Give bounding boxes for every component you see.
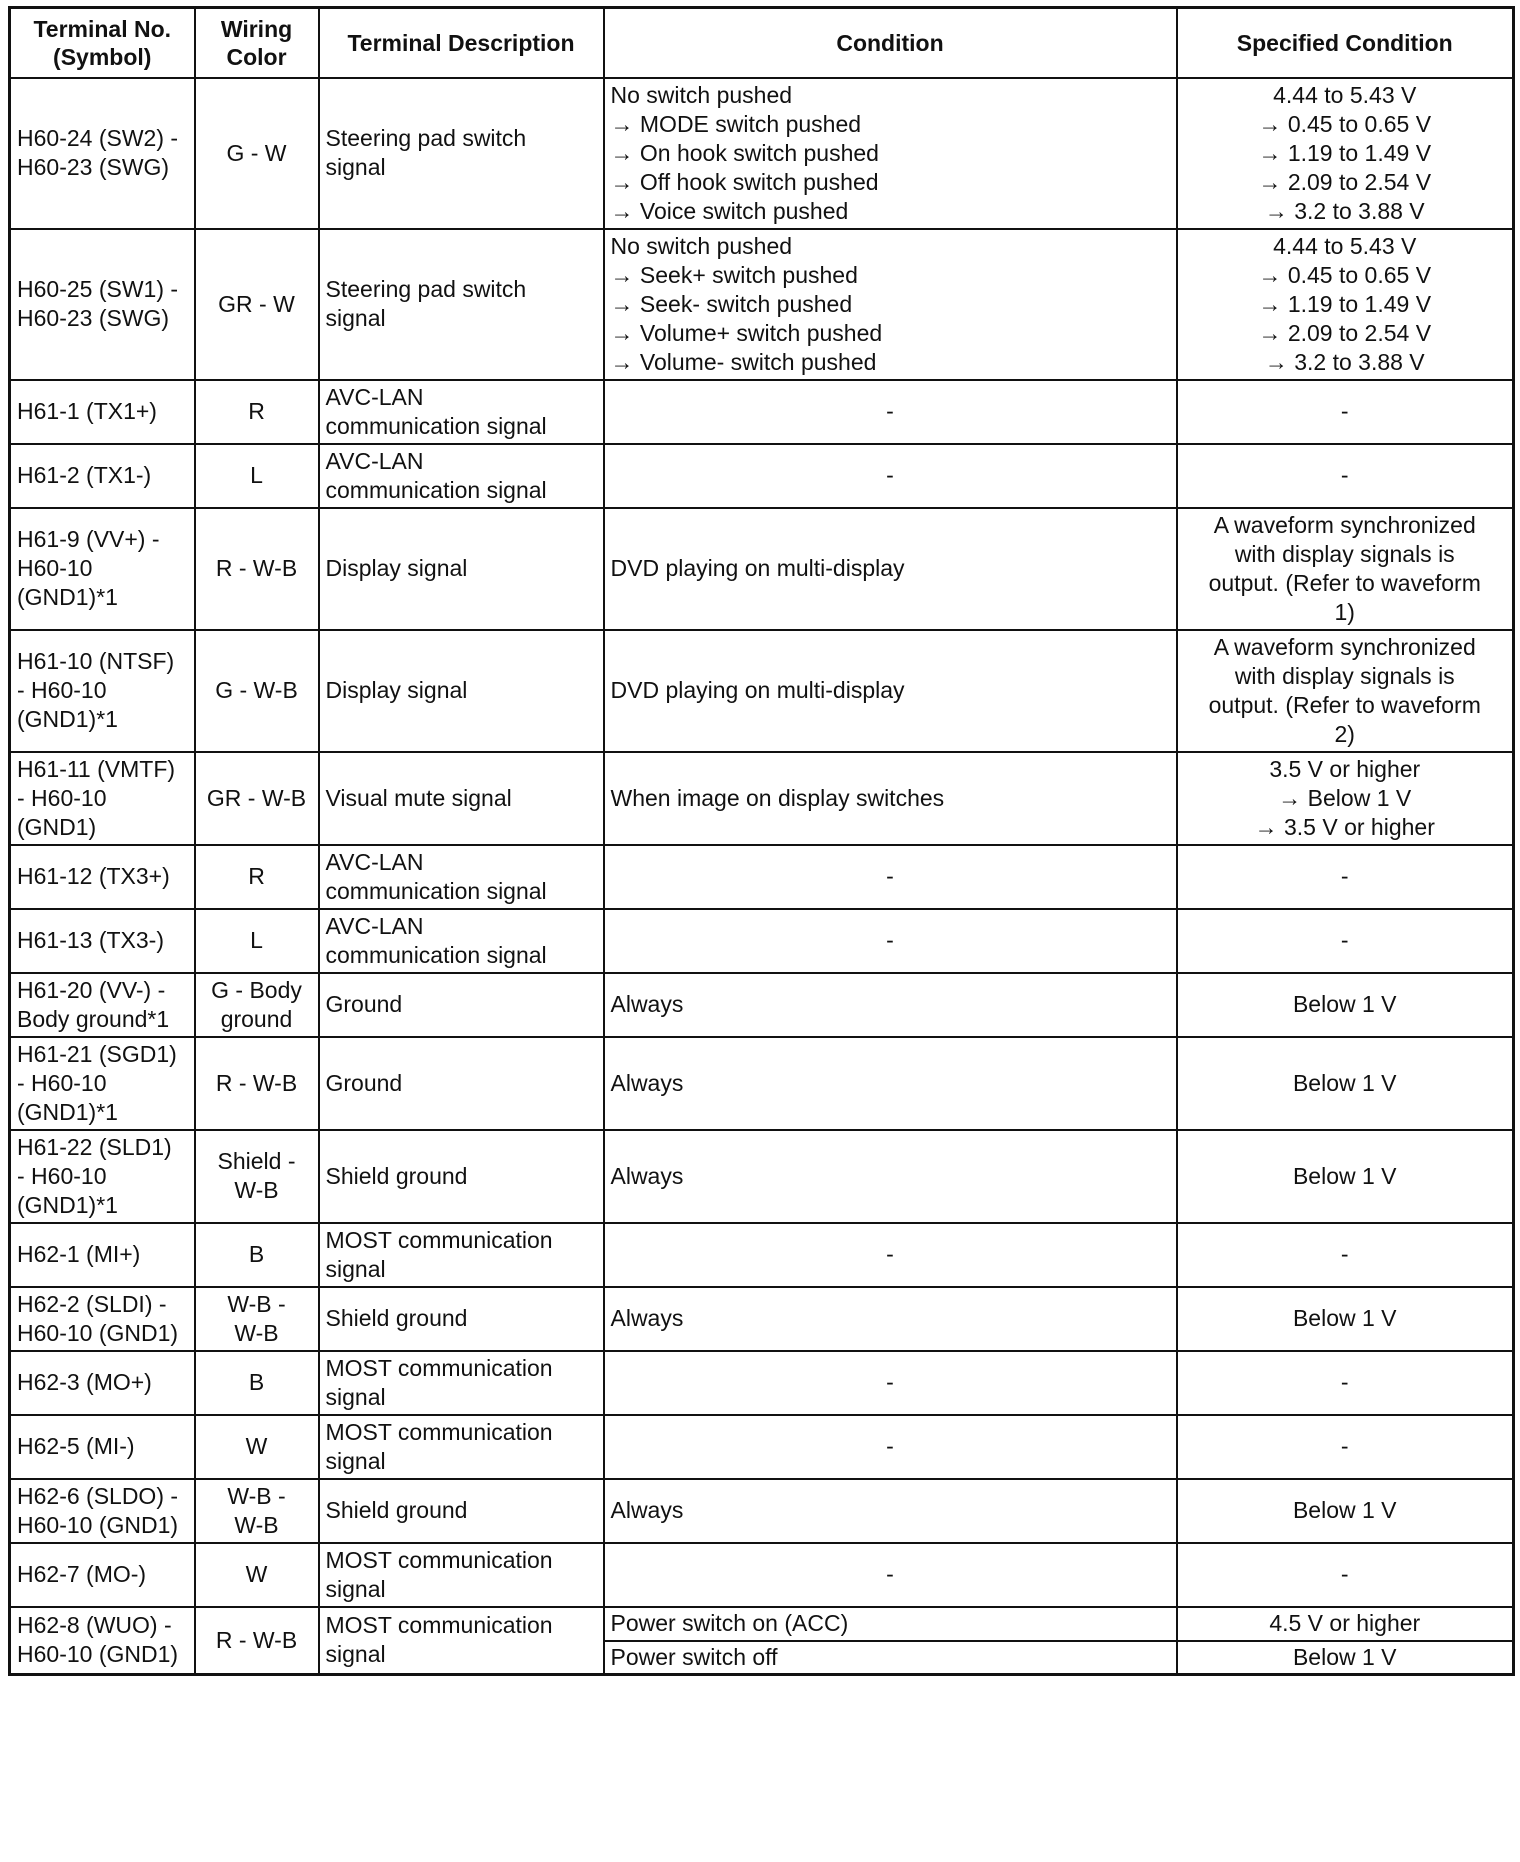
cell-text-line: R - W-B [215,1069,298,1096]
terminal-cell [10,973,195,1037]
cell-text-line: Visual mute signal [325,784,512,811]
cell-text-line: G - Body [211,976,302,1003]
table-row [10,1223,1514,1287]
cell-text-line: - [886,927,894,953]
terminal-cell [10,909,195,973]
cell-text-line: signal [325,1383,386,1410]
wiring-color-cell [195,1607,319,1675]
cell-text-line: signal [325,1447,386,1474]
cell-text-line: 1) [1334,598,1355,625]
cell-text-line: Body ground*1 [17,1005,170,1032]
cell-text-line: - [1340,398,1349,424]
cell-text-line: communication signal [325,941,547,968]
terminal-description-cell [319,909,604,973]
cell-text-line: → Volume+ switch pushed [610,319,883,346]
cell-text-line: - [886,398,894,424]
cell-text-line: Always [610,991,684,1017]
cell-text-line: communication signal [325,877,547,904]
table-row [10,380,1514,444]
specified-condition-cell [1177,973,1514,1037]
terminal-cell [10,78,195,229]
wiring-color-cell [195,752,319,845]
cell-text-line: → 0.45 to 0.65 V [1258,110,1432,137]
cell-text-line: H61-11 (VMTF) [17,755,176,782]
specified-condition-cell [1177,845,1514,909]
cell-text-line: output. (Refer to waveform [1208,569,1481,596]
cell-text-line: GR - W [218,290,295,317]
cell-text-line: - [1340,1433,1349,1459]
cell-text-line: → On hook switch pushed [610,139,879,166]
cell-text-line: G - W [226,139,287,166]
condition-cell [604,1415,1177,1479]
table-row [10,1351,1514,1415]
condition-cell [604,1037,1177,1130]
cell-text-line: AVC-LAN [325,848,424,875]
cell-text-line: 4.5 V or higher [1269,1610,1421,1636]
cell-text-line: - [886,1561,894,1587]
cell-text-line: A waveform synchronized [1213,633,1476,660]
header-text-line: Color [226,43,287,70]
cell-text-line: Below 1 V [1292,991,1397,1017]
cell-text-line: output. (Refer to waveform [1208,691,1481,718]
table-body [10,78,1514,1675]
table-header-row [10,8,1514,78]
specified-condition-cell [1177,1130,1514,1223]
specified-condition-cell [1177,1479,1514,1543]
cell-text-line: W [245,1561,268,1587]
wiring-color-cell [195,973,319,1037]
terminal-cell [10,1479,195,1543]
condition-cell [604,78,1177,229]
cell-text-line: (GND1)*1 [17,1098,118,1125]
cell-text-line: - [886,462,894,488]
condition-cell [604,1543,1177,1607]
header-wiring-color [195,8,319,78]
cell-text-line: Below 1 V [1292,1069,1397,1096]
table-row [10,1037,1514,1130]
cell-text-line: H60-25 (SW1) - [17,276,179,302]
wiring-color-cell [195,1037,319,1130]
condition-cell [604,380,1177,444]
condition-cell [604,845,1177,909]
condition-cell [604,444,1177,508]
terminal-description-cell [319,1130,604,1223]
cell-text-line: R - W-B [215,555,298,581]
header-text-line: Specified Condition [1236,29,1453,56]
header-text-line: (Symbol) [53,43,152,70]
cell-text-line: Steering pad switch [325,276,527,302]
cell-text-line: H62-2 (SLDI) - [17,1290,167,1317]
specified-condition-cell [1177,1415,1514,1479]
cell-text-line: H62-3 (MO+) [17,1369,152,1395]
condition-cell [604,1607,1177,1641]
cell-text-line: → Seek- switch pushed [610,290,853,317]
cell-text-line: signal [325,305,386,331]
cell-text-line: W-B - [227,1482,286,1509]
cell-text-line: signal [325,1641,386,1668]
specified-condition-cell [1177,380,1514,444]
terminal-cell [10,1037,195,1130]
specified-condition-cell [1177,1351,1514,1415]
cell-text-line: H60-10 [17,555,93,581]
cell-text-line: Shield ground [325,1305,468,1331]
cell-text-line: with display signals is [1234,662,1455,689]
table-row [10,973,1514,1037]
cell-text-line: - [1340,462,1349,488]
terminal-description-cell [319,508,604,630]
wiring-color-cell [195,380,319,444]
terminal-description-cell [319,229,604,380]
condition-cell [604,1479,1177,1543]
cell-text-line: ground [220,1005,293,1032]
cell-text-line: Below 1 V [1292,1305,1397,1331]
cell-text-line: H61-10 (NTSF) [17,648,175,674]
cell-text-line: Ground [325,991,403,1017]
cell-text-line: 3.5 V or higher [1269,755,1421,782]
cell-text-line: → MODE switch pushed [610,110,862,137]
wiring-color-cell [195,444,319,508]
cell-text-line: - H60-10 [17,784,107,811]
cell-text-line: → 0.45 to 0.65 V [1258,261,1432,288]
cell-text-line: H61-22 (SLD1) [17,1133,172,1160]
table-row [10,1130,1514,1223]
terminal-cell [10,752,195,845]
cell-text-line: H62-6 (SLDO) - [17,1482,179,1509]
wiring-color-cell [195,508,319,630]
cell-text-line: H61-13 (TX3-) [17,927,164,953]
cell-text-line: → 1.19 to 1.49 V [1258,139,1432,166]
cell-text-line: → Volume- switch pushed [610,348,877,375]
table-row [10,1287,1514,1351]
terminal-description-cell [319,380,604,444]
cell-text-line: H62-5 (MI-) [17,1433,135,1459]
cell-text-line: AVC-LAN [325,912,424,939]
cell-text-line: R [248,863,265,889]
terminal-description-cell [319,1607,604,1675]
specified-condition-cell [1177,1641,1514,1675]
cell-text-line: communication signal [325,412,547,439]
terminal-description-cell [319,1351,604,1415]
cell-text-line: H62-7 (MO-) [17,1561,147,1587]
terminal-description-cell [319,444,604,508]
terminal-description-cell [319,1287,604,1351]
cell-text-line: L [250,927,263,953]
condition-cell [604,229,1177,380]
cell-text-line: H60-23 (SWG) [17,154,170,180]
cell-text-line: H61-9 (VV+) - [17,526,160,552]
wiring-color-cell [195,1415,319,1479]
terminal-cell [10,380,195,444]
condition-cell [604,973,1177,1037]
terminal-cell [10,1415,195,1479]
table-row [10,508,1514,630]
header-text-line: Terminal Description [347,29,575,56]
cell-text-line: MOST communication [325,1612,553,1639]
cell-text-line: communication signal [325,476,547,503]
specified-condition-cell [1177,508,1514,630]
condition-cell [604,1130,1177,1223]
specified-condition-cell [1177,752,1514,845]
wiring-color-cell [195,1351,319,1415]
header-text-line: Terminal No. [33,15,172,42]
cell-text-line: H61-2 (TX1-) [17,462,152,488]
cell-text-line: Shield ground [325,1162,468,1189]
cell-text-line: No switch pushed [610,232,793,259]
cell-text-line: W-B [234,1319,279,1346]
terminal-description-cell [319,1037,604,1130]
cell-text-line: W-B [234,1511,279,1538]
cell-text-line: Below 1 V [1292,1497,1397,1523]
header-specified-condition [1177,8,1514,78]
cell-text-line: B [248,1369,265,1395]
cell-text-line: (GND1) [17,813,97,840]
cell-text-line: MOST communication [325,1546,553,1573]
condition-cell [604,1223,1177,1287]
cell-text-line: Steering pad switch [325,125,527,151]
specified-condition-cell [1177,1287,1514,1351]
specified-condition-cell [1177,229,1514,380]
cell-text-line: When image on display switches [610,784,945,811]
terminal-description-cell [319,973,604,1037]
wiring-color-cell [195,1479,319,1543]
cell-text-line: signal [325,1575,386,1602]
terminal-description-cell [319,1415,604,1479]
condition-cell [604,508,1177,630]
cell-text-line: (GND1)*1 [17,706,118,732]
cell-text-line: → 1.19 to 1.49 V [1258,290,1432,317]
cell-text-line: - [886,1369,894,1395]
terminal-cell [10,508,195,630]
terminal-cell [10,1287,195,1351]
cell-text-line: 4.44 to 5.43 V [1273,81,1417,108]
table-row [10,1607,1514,1641]
table-row [10,1479,1514,1543]
condition-cell [604,752,1177,845]
specified-condition-cell [1177,78,1514,229]
cell-text-line: H61-20 (VV-) - [17,976,166,1003]
table-row [10,752,1514,845]
header-text-line: Condition [836,29,944,56]
cell-text-line: - [886,1241,894,1267]
cell-text-line: → 3.2 to 3.88 V [1264,197,1425,224]
cell-text-line: - [1340,1369,1349,1395]
specified-condition-cell [1177,630,1514,752]
cell-text-line: → 3.2 to 3.88 V [1264,348,1425,375]
specified-condition-cell [1177,1543,1514,1607]
table-row [10,909,1514,973]
table-row [10,1415,1514,1479]
cell-text-line: Always [610,1497,684,1523]
cell-text-line: (GND1)*1 [17,1191,118,1218]
cell-text-line: Display signal [325,555,468,581]
cell-text-line: → Seek+ switch pushed [610,261,858,288]
terminal-cell [10,845,195,909]
cell-text-line: H62-1 (MI+) [17,1241,141,1267]
cell-text-line: (GND1)*1 [17,584,118,610]
cell-text-line: H60-10 (GND1) [17,1511,179,1538]
cell-text-line: MOST communication [325,1354,553,1381]
table-row [10,78,1514,229]
cell-text-line: H61-12 (TX3+) [17,863,170,889]
wiring-color-cell [195,229,319,380]
header-condition [604,8,1177,78]
cell-text-line: Below 1 V [1292,1643,1397,1670]
cell-text-line: 2) [1334,720,1355,747]
terminal-cell [10,1223,195,1287]
cell-text-line: H60-10 (GND1) [17,1641,179,1668]
header-terminal [10,8,195,78]
cell-text-line: No switch pushed [610,81,793,108]
cell-text-line: - [886,1433,894,1459]
cell-text-line: W-B [234,1177,279,1203]
terminal-specification-table [8,6,1515,1676]
cell-text-line: - [1340,1241,1349,1267]
terminal-description-cell [319,630,604,752]
cell-text-line: W-B - [227,1290,286,1317]
specified-condition-cell [1177,444,1514,508]
cell-text-line: Shield - [217,1148,296,1174]
table-row [10,444,1514,508]
cell-text-line: H60-24 (SW2) - [17,125,179,151]
cell-text-line: Power switch off [610,1643,778,1670]
cell-text-line: Power switch on (ACC) [610,1610,849,1636]
table-row [10,229,1514,380]
cell-text-line: Shield ground [325,1497,468,1523]
cell-text-line: - H60-10 [17,1162,107,1189]
cell-text-line: MOST communication [325,1418,553,1445]
cell-text-line: Display signal [325,677,468,703]
header-text-line: Wiring [220,15,293,42]
cell-text-line: H60-23 (SWG) [17,305,170,331]
terminal-cell [10,1351,195,1415]
cell-text-line: MOST communication [325,1226,553,1253]
cell-text-line: A waveform synchronized [1213,511,1476,538]
cell-text-line: DVD playing on multi-display [610,555,905,581]
header-terminal-description [319,8,604,78]
wiring-color-cell [195,1130,319,1223]
wiring-color-cell [195,1287,319,1351]
cell-text-line: H61-1 (TX1+) [17,398,157,424]
wiring-color-cell [195,845,319,909]
cell-text-line: with display signals is [1234,540,1455,567]
table-row [10,1543,1514,1607]
cell-text-line: → 2.09 to 2.54 V [1258,319,1432,346]
terminal-cell [10,630,195,752]
condition-cell [604,909,1177,973]
cell-text-line: - [886,863,894,889]
cell-text-line: - H60-10 [17,677,107,703]
cell-text-line: → 2.09 to 2.54 V [1258,168,1432,195]
cell-text-line: - [1340,863,1349,889]
cell-text-line: AVC-LAN [325,447,424,474]
cell-text-line: Always [610,1069,684,1096]
wiring-color-cell [195,630,319,752]
cell-text-line: R - W-B [215,1626,298,1653]
cell-text-line: DVD playing on multi-display [610,677,905,703]
cell-text-line: Always [610,1162,684,1189]
condition-cell [604,1287,1177,1351]
cell-text-line: G - W-B [215,677,298,703]
terminal-description-cell [319,752,604,845]
wiring-color-cell [195,1223,319,1287]
cell-text-line: H61-21 (SGD1) [17,1040,177,1067]
specified-condition-cell [1177,1223,1514,1287]
cell-text-line: → Voice switch pushed [610,197,849,224]
cell-text-line: - [1340,1561,1349,1587]
terminal-cell [10,444,195,508]
cell-text-line: L [250,462,263,488]
cell-text-line: H60-10 (GND1) [17,1319,179,1346]
cell-text-line: signal [325,154,386,180]
terminal-description-cell [319,78,604,229]
terminal-cell [10,1543,195,1607]
cell-text-line: AVC-LAN [325,383,424,410]
terminal-cell [10,229,195,380]
condition-cell [604,630,1177,752]
terminal-description-cell [319,1543,604,1607]
condition-cell [604,1641,1177,1675]
specified-condition-cell [1177,1037,1514,1130]
cell-text-line: → Off hook switch pushed [610,168,879,195]
cell-text-line: Below 1 V [1292,1162,1397,1189]
wiring-color-cell [195,1543,319,1607]
cell-text-line: Ground [325,1069,403,1096]
cell-text-line: B [248,1241,265,1267]
terminal-cell [10,1130,195,1223]
terminal-description-cell [319,845,604,909]
terminal-description-cell [319,1479,604,1543]
cell-text-line: W [245,1433,268,1459]
condition-cell [604,1351,1177,1415]
terminal-table-sheet [8,6,1512,1676]
table-row [10,630,1514,752]
specified-condition-cell [1177,909,1514,973]
cell-text-line: H62-8 (WUO) - [17,1612,172,1639]
cell-text-line: GR - W-B [206,784,307,811]
terminal-description-cell [319,1223,604,1287]
table-row [10,845,1514,909]
cell-text-line: → 3.5 V or higher [1254,813,1435,840]
cell-text-line: R [248,398,265,424]
wiring-color-cell [195,78,319,229]
terminal-cell [10,1607,195,1675]
cell-text-line: → Below 1 V [1278,784,1412,811]
cell-text-line: 4.44 to 5.43 V [1273,232,1417,259]
cell-text-line: - [1340,927,1349,953]
cell-text-line: - H60-10 [17,1069,107,1096]
cell-text-line: Always [610,1305,684,1331]
cell-text-line: signal [325,1255,386,1282]
wiring-color-cell [195,909,319,973]
specified-condition-cell [1177,1607,1514,1641]
